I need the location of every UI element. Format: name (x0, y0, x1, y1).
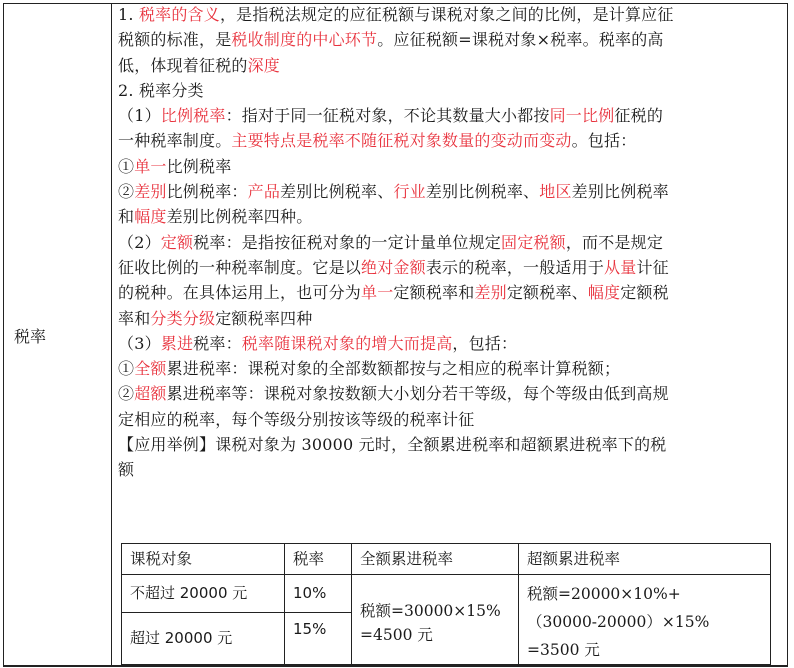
text-segment: 税额的标准，是 (118, 30, 232, 50)
text-segment: 。应征税额=课税对象×税率。税率的高 (377, 30, 664, 50)
example-table-header (122, 544, 771, 575)
highlight-term: 地区 (539, 182, 572, 202)
text-line (118, 204, 778, 229)
text-line (118, 331, 778, 356)
formula-line: =3500 元 (527, 641, 600, 659)
text-segment: 【应用举例】课税对象为 30000 元时，全额累进税率和超额累进税率下的税 (118, 435, 667, 455)
formula-line: （30000-20000）×15% (527, 613, 710, 631)
text-segment: 累进税率：课税对象的全部数额都按与之相应的税率计算税额； (166, 359, 621, 379)
text-line (118, 154, 778, 179)
header-rate: 税率 (285, 544, 352, 575)
text-segment: 定额税 (620, 283, 669, 303)
text-line (118, 78, 778, 103)
highlight-term: 累进 (160, 333, 194, 353)
text-segment: ，而不是规定 (565, 232, 664, 252)
highlight-term: 差别 (474, 283, 507, 303)
text-segment: 税率：是指按征税对象的一定计量单位规定 (193, 232, 501, 252)
highlight-term: 固定税额 (501, 232, 566, 252)
text-segment: 差别比例税率、 (425, 182, 540, 202)
text-line (118, 179, 778, 204)
highlight-term: 单一 (134, 156, 167, 176)
text-segment: 比例税率 (166, 156, 232, 176)
header-full-progressive: 全额累进税率 (352, 544, 519, 575)
header-object: 课税对象 (122, 544, 285, 575)
text-segment: ，包括： (452, 333, 518, 353)
text-segment: 累进税率等：课税对象按数额大小划分若干等级，每个等级由低到高规 (166, 384, 669, 404)
cell-rate: 15% (285, 612, 352, 664)
text-segment: 差别比例税率、 (280, 182, 394, 202)
text-segment: 和 (118, 207, 135, 227)
text-segment: 的税种。在具体运用上，也可分为 (118, 283, 362, 303)
text-line (118, 128, 778, 153)
text-segment: ，是指税法规定的应征税额与课税对象之间的比例，是计算应征 (219, 5, 674, 24)
highlight-term: 全额 (134, 359, 167, 379)
content-cell (118, 2, 778, 483)
text-line (118, 381, 778, 406)
highlight-term: 幅度 (134, 207, 167, 227)
text-segment: ① (118, 359, 135, 379)
highlight-term: 同一比例 (549, 106, 615, 126)
highlight-term: 税收制度的中心环节 (231, 30, 378, 50)
highlight-term: 幅度 (587, 283, 621, 303)
formula-line: 税额=20000×10%+ (527, 585, 681, 603)
text-segment: 差别比例税率四种。 (166, 207, 313, 227)
row-label: 税率 (14, 327, 47, 346)
text-segment: 定额税率四种 (215, 308, 313, 328)
row-header-cell (4, 4, 112, 665)
text-segment: 一种税率制度。 (118, 131, 232, 151)
text-line (118, 53, 778, 78)
formula-line: 税额=30000×15% (360, 601, 501, 620)
text-segment: （3） (118, 333, 161, 353)
highlight-term: 税率随课税对象的增大而提高 (241, 333, 453, 353)
text-segment: ：指对于同一征税对象，不论其数量大小都按 (225, 106, 550, 126)
cell-rate: 10% (285, 575, 352, 613)
text-line (118, 407, 778, 432)
text-segment: 。包括： (571, 131, 637, 151)
cell-object: 超过 20000 元 (122, 612, 285, 664)
highlight-term: 定额 (160, 232, 194, 252)
text-segment: 征收比例的一种税率制度。它是以 (118, 257, 362, 277)
text-segment: 征税的 (614, 106, 664, 126)
text-line (118, 280, 778, 305)
text-segment: 计征 (636, 257, 669, 277)
text-line (118, 230, 778, 255)
text-segment: 定额税率、 (506, 283, 588, 303)
table-row (122, 575, 771, 613)
highlight-term: 分类分级 (150, 308, 216, 328)
header-excess-progressive: 超额累进税率 (519, 544, 771, 575)
highlight-term: 税率的含义 (138, 5, 220, 24)
highlight-term: 单一 (361, 283, 394, 303)
text-line (118, 432, 778, 457)
text-segment: 率和 (118, 308, 151, 328)
cell-excess-progressive (519, 575, 771, 665)
text-segment: 差别比例税率 (571, 182, 669, 202)
text-line (118, 103, 778, 128)
highlight-term: 深度 (247, 55, 281, 75)
highlight-term: 比例税率 (160, 106, 226, 126)
cell-full-progressive (352, 575, 519, 665)
text-segment: 1. (118, 5, 139, 24)
text-segment: ① (118, 156, 135, 176)
highlight-term: 产品 (247, 182, 281, 202)
text-segment: ② (118, 182, 135, 202)
example-table (121, 543, 771, 665)
highlight-term: 绝对金额 (361, 257, 426, 277)
text-segment: 定额税率和 (393, 283, 475, 303)
text-line (118, 2, 778, 27)
text-line (118, 255, 778, 280)
highlight-term: 从量 (604, 257, 637, 277)
highlight-term: 主要特点是税率不随征税对象数量的变动而变动 (231, 131, 572, 151)
text-segment: （1） (118, 106, 161, 126)
text-line (118, 306, 778, 331)
cell-object: 不超过 20000 元 (122, 575, 285, 613)
text-segment: 定相应的税率，每个等级分别按该等级的税率计征 (118, 409, 475, 429)
text-segment: ② (118, 384, 135, 404)
text-segment: （2） (118, 232, 161, 252)
text-segment: 额 (118, 460, 135, 480)
highlight-term: 差别 (134, 182, 167, 202)
text-line (118, 457, 778, 482)
text-segment: 表示的税率，一般适用于 (425, 257, 605, 277)
text-segment: 低，体现着征税的 (118, 55, 248, 75)
text-line (118, 27, 778, 52)
text-segment: 税率： (193, 333, 242, 353)
text-segment: 2. 税率分类 (118, 80, 204, 100)
formula-line: =4500 元 (360, 625, 433, 644)
text-line (118, 356, 778, 381)
highlight-term: 超额 (134, 384, 167, 404)
text-segment: 比例税率： (166, 182, 248, 202)
highlight-term: 行业 (393, 182, 426, 202)
